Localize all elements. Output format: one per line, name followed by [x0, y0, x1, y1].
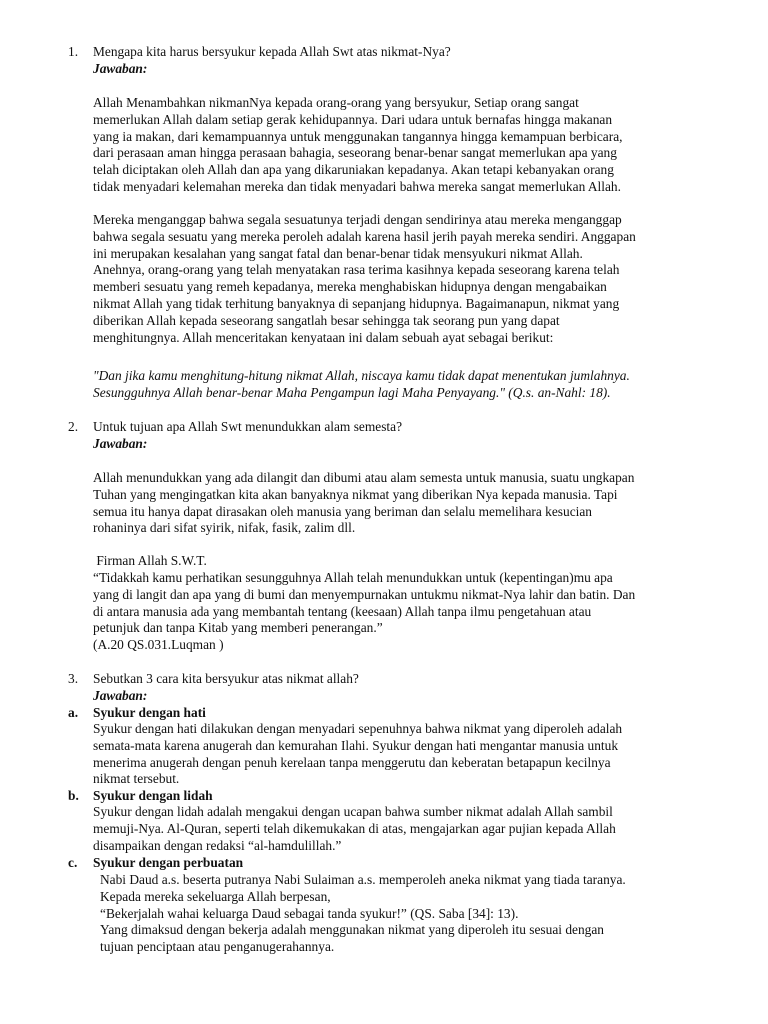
- q2-number: 2.: [68, 419, 79, 434]
- q3-a-title: Syukur dengan hati: [93, 705, 206, 720]
- q3-a-letter: a.: [68, 705, 79, 720]
- text-line: memberi sesuatu yang remeh kepadanya, mereka menghabiskan hidupnya dengan mengabaikan: [93, 279, 607, 295]
- q1-number: 1.: [68, 44, 79, 59]
- text-line: nikmat tersebut.: [93, 771, 180, 787]
- q2-question: Untuk tujuan apa Allah Swt menundukkan alam semesta?: [93, 419, 403, 434]
- q3-a-body: [93, 721, 723, 788]
- text-line: menerima anugerah dengan penuh kerelaan tanpa menggerutu dan keberatan betapapun kecilnya: [93, 754, 611, 770]
- text-line: Syukur dengan hati dilakukan dengan menyadari sepenuhnya bahwa nikmat yang diperoleh adalah: [93, 721, 623, 736]
- text-line: “Bekerjalah wahai keluarga Daud sebagai tanda syukur!” (QS. Saba [34]: 13).: [100, 905, 519, 921]
- text-line: dari perasaan aman hingga perasaan bahagia, seseorang benar-benar sangat memerlukan apa yang: [93, 145, 617, 161]
- text-line: Kepada mereka sekeluarga Allah berpesan,: [100, 888, 331, 904]
- text-line: ini merupakan kesalahan yang sangat fatal dan benar-benar tidak mensyukuri nikmat Allah.: [93, 245, 583, 261]
- text-line: Allah Menambahkan nikmanNya kepada orang-orang yang bersyukur, Setiap orang sangat: [93, 95, 579, 110]
- text-line: Syukur dengan lidah adalah mengakui dengan ucapan bahwa sumber nikmat adalah Allah sambil: [93, 804, 613, 819]
- q1-paragraph-1: [93, 95, 723, 196]
- quote-line: Sesungguhnya Allah benar-benar Maha Pengampun lagi Maha Penyayang." (Q.s. an-Nahl: 18).: [93, 384, 611, 400]
- q2-firman-heading: Firman Allah S.W.T.: [93, 553, 207, 568]
- q3-question: Sebutkan 3 cara kita bersyukur atas nikmat allah?: [93, 671, 359, 686]
- text-line: telah diciptakan oleh Allah dan apa yang dikaruniakan kepadanya. Akan tetapi kebanyakan orang: [93, 162, 614, 178]
- text-line: diberikan Allah kepada seseorang sangatlah besar sehingga tak seorang pun yang dapat: [93, 312, 560, 328]
- text-line: yang ia makan, dari kemampuannya untuk menggunakan tangannya hingga kemampuan berbicara,: [93, 128, 623, 144]
- q1-quran-quote: [93, 368, 723, 402]
- q3-b-title: Syukur dengan lidah: [93, 788, 213, 803]
- text-line: Nabi Daud a.s. beserta putranya Nabi Sulaiman a.s. memperoleh aneka nikmat yang tiada taranya.: [100, 872, 626, 887]
- text-line: bahwa segala sesuatu yang mereka peroleh adalah karena hasil jerih payah mereka sendiri. Anggapan: [93, 228, 636, 244]
- q3-number: 3.: [68, 671, 79, 686]
- q3-c-body: [100, 872, 722, 956]
- quote-line: petunjuk dan tanpa Kitab yang memberi penerangan.”: [93, 620, 383, 636]
- quote-line: “Tidakkah kamu perhatikan sesungguhnya Allah telah menundukkan untuk (kepentingan)mu apa: [93, 570, 613, 585]
- text-line: semata-mata karena anugerah dan kemurahan Ilahi. Syukur dengan hati mengantar manusia untuk: [93, 737, 619, 753]
- q1-paragraph-2: [93, 212, 723, 346]
- text-line: disampaikan dengan redaksi “al-hamdulillah.”: [93, 837, 342, 853]
- text-line: Mereka menganggap bahwa segala sesuatunya terjadi dengan sendirinya atau mereka menganggap: [93, 212, 622, 227]
- q2-quote: [93, 570, 723, 654]
- quote-line: "Dan jika kamu menghitung-hitung nikmat Allah, niscaya kamu tidak dapat menentukan jumlahnya.: [93, 368, 630, 383]
- q3-b-letter: b.: [68, 788, 79, 803]
- text-line: memuji-Nya. Al-Quran, seperti telah dikemukakan di atas, mengajarkan agar pujian kepada Allah: [93, 820, 616, 836]
- text-line: Yang dimaksud dengan bekerja adalah menggunakan nikmat yang diperoleh itu sesuai dengan: [100, 922, 604, 938]
- text-line: menghitungnya. Allah menceritakan kenyataan ini dalam sebuah ayat sebagai berikut:: [93, 329, 554, 345]
- q3-c-title: Syukur dengan perbuatan: [93, 855, 244, 870]
- quote-line: di antara manusia ada yang membantah tentang (keesaan) Allah tanpa ilmu pengetahuan atau: [93, 603, 592, 619]
- q2-answer-label: Jawaban:: [93, 436, 148, 451]
- text-line: rohaninya dari sifat syirik, nifak, fasik, zalim dll.: [93, 520, 356, 536]
- q3-c-letter: c.: [68, 855, 78, 870]
- q2-paragraph-1: [93, 470, 723, 537]
- text-line: semua itu hanya dapat dirasakan oleh manusia yang beriman dan selalu memelihara kesucian: [93, 503, 592, 519]
- text-line: Allah menundukkan yang ada dilangit dan dibumi atau alam semesta untuk manusia, suatu ungkapan: [93, 470, 635, 485]
- text-line: tujuan penciptaan atau penganugerahannya.: [100, 939, 335, 955]
- q1-answer-label: Jawaban:: [93, 61, 148, 76]
- quote-line: yang di langit dan apa yang di bumi dan menyempurnakan untukmu nikmat-Nya lahir dan batin. Dan: [93, 586, 636, 602]
- text-line: tidak menyadari kelemahan mereka dan tidak menyadari bahwa mereka sangat memerlukan Allah.: [93, 178, 621, 194]
- q1-question: Mengapa kita harus bersyukur kepada Allah Swt atas nikmat-Nya?: [93, 44, 451, 59]
- text-line: Anehnya, orang-orang yang telah menyatakan rasa terima kasihnya kepada seseorang karena telah: [93, 262, 620, 278]
- text-line: Tuhan yang mengingatkan kita akan banyaknya nikmat yang diberikan Nya kepada manusia. Tapi: [93, 486, 618, 502]
- text-line: memerlukan Allah dalam setiap gerak kehidupannya. Dari udara untuk bernafas hingga makanan: [93, 111, 613, 127]
- text-line: nikmat Allah yang tidak terhitung banyaknya di sepanjang hidupnya. Bagaimanapun, nikmat yang: [93, 295, 620, 311]
- quote-reference: (A.20 QS.031.Luqman ): [93, 637, 224, 653]
- q3-answer-label: Jawaban:: [93, 688, 148, 703]
- q3-b-body: [93, 804, 723, 854]
